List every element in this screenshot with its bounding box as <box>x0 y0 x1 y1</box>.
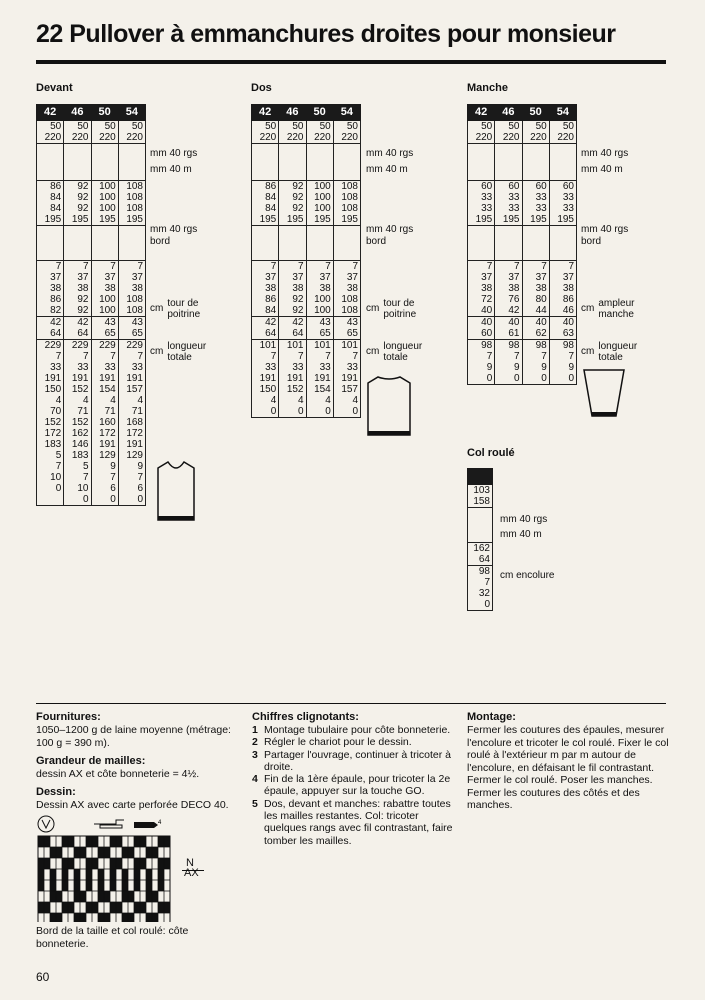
col-encolure-label: cm encolure <box>500 570 555 581</box>
montage-heading: Montage: <box>467 711 516 723</box>
value-cell: 7 37 38 80 44 <box>522 261 549 317</box>
value-cell: 108 108 108 195 <box>118 181 145 226</box>
value-cell: 92 92 92 195 <box>64 181 91 226</box>
value-cell: 7 37 38 100 100 <box>91 261 118 317</box>
value-cell: 98 7 9 0 <box>522 340 549 385</box>
value-cell: 40 62 <box>522 317 549 340</box>
size-header: 42 <box>468 105 495 121</box>
value-cell: 229 7 33 191 152 4 71 152 162 146 183 5 7 10 0 <box>64 340 91 506</box>
devant-longueur-label: cm longueur totale <box>150 341 207 363</box>
value-cell: 50 220 <box>306 121 333 144</box>
devant-rgs-label: mm 40 rgs <box>150 148 198 159</box>
empty-cell <box>522 226 549 261</box>
size-header: 54 <box>118 105 145 121</box>
page-number: 60 <box>36 970 50 984</box>
empty-cell <box>252 226 279 261</box>
step-item: 1 Montage tubulaire pour côte bonneterie. <box>252 724 451 736</box>
value-cell: 101 7 33 191 154 4 0 <box>306 340 333 418</box>
empty-cell <box>118 144 145 181</box>
value-cell: 229 7 33 191 154 4 71 160 172 191 129 9 7 6 0 <box>91 340 118 506</box>
empty-cell <box>468 226 495 261</box>
value-cell: 50 220 <box>37 121 64 144</box>
empty-cell <box>468 144 495 181</box>
value-cell: 43 65 <box>333 317 360 340</box>
empty-cell <box>306 226 333 261</box>
value-cell: 50 220 <box>91 121 118 144</box>
value-cell: 40 60 <box>468 317 495 340</box>
value-cell: 100 100 100 195 <box>91 181 118 226</box>
value-cell: 40 61 <box>495 317 522 340</box>
value-cell: 98 7 9 0 <box>549 340 576 385</box>
devant-table <box>36 104 146 506</box>
size-header: 46 <box>64 105 91 121</box>
empty-cell <box>64 144 91 181</box>
value-cell: 7 37 38 108 108 <box>333 261 360 317</box>
size-header: 50 <box>522 105 549 121</box>
value-cell: 42 64 <box>37 317 64 340</box>
empty-cell <box>549 144 576 181</box>
manche-ampleur-label: cm ampleur manche <box>581 298 635 320</box>
manche-heading: Manche <box>467 82 508 94</box>
value-cell: 50 220 <box>118 121 145 144</box>
empty-cell <box>91 226 118 261</box>
value-cell: 43 65 <box>118 317 145 340</box>
devant-tour-label: cm tour de poitrine <box>150 298 201 320</box>
manche-table <box>467 104 577 385</box>
value-cell: 86 84 84 195 <box>37 181 64 226</box>
fournitures-text: 1050–1200 g de laine moyenne (métrage: 100 g = 390 m). <box>36 724 231 749</box>
manche-longueur-label: cm longueur totale <box>581 341 638 363</box>
size-header: 42 <box>37 105 64 121</box>
value-cell: 50 220 <box>64 121 91 144</box>
empty-cell <box>252 144 279 181</box>
size-header: 46 <box>495 105 522 121</box>
devant-schematic-icon <box>156 460 196 530</box>
value-cell: 103 158 <box>468 485 493 508</box>
montage-text: Fermer les coutures des épaules, mesurer l'encolure et tricoter le col roulé. Fixer le col roulé à l'extérieur m par m autour de l'encolure, en défaisant le fil contrastant. Fermer le col roulé. Poser les manches. Fermer les coutures des côtés et des manches. <box>467 724 669 811</box>
value-cell: 42 64 <box>64 317 91 340</box>
manche-bord-label: mm 40 rgs bord <box>581 224 629 247</box>
value-cell: 98 7 9 0 <box>468 340 495 385</box>
fournitures-heading: Fournitures: <box>36 711 101 723</box>
col-table <box>467 468 493 611</box>
value-cell: 7 37 38 92 92 <box>64 261 91 317</box>
empty-cell <box>37 226 64 261</box>
value-cell: 7 37 38 86 46 <box>549 261 576 317</box>
value-cell: 42 64 <box>252 317 279 340</box>
value-cell: 43 65 <box>91 317 118 340</box>
manche-m-label: mm 40 m <box>581 164 623 175</box>
size-header: 54 <box>549 105 576 121</box>
empty-cell <box>279 144 306 181</box>
value-cell: 86 84 84 195 <box>252 181 279 226</box>
empty-cell <box>64 226 91 261</box>
dos-m-label: mm 40 m <box>366 164 408 175</box>
value-cell: 43 65 <box>306 317 333 340</box>
empty-cell <box>306 144 333 181</box>
value-cell: 7 37 38 92 92 <box>279 261 306 317</box>
col-heading: Col roulé <box>467 447 515 459</box>
step-item: 5 Dos, devant et manches: rabattre toutes les mailles restantes. Col: tricoter quelques rangs avec fil contrastant, faire tomber les mailles. <box>252 797 453 847</box>
size-header: 54 <box>333 105 360 121</box>
empty-cell <box>279 226 306 261</box>
empty-cell <box>468 508 493 543</box>
value-cell: 108 108 108 195 <box>333 181 360 226</box>
pattern-grid <box>36 834 176 922</box>
value-cell: 40 63 <box>549 317 576 340</box>
empty-cell <box>333 226 360 261</box>
col-m-label: mm 40 m <box>500 529 542 540</box>
value-cell: 7 37 38 86 84 <box>252 261 279 317</box>
value-cell: 101 7 33 191 150 4 0 <box>252 340 279 418</box>
devant-heading: Devant <box>36 82 73 94</box>
empty-cell <box>37 144 64 181</box>
manche-schematic-icon <box>582 368 626 422</box>
empty-cell <box>549 226 576 261</box>
size-header: 50 <box>306 105 333 121</box>
value-cell: 7 37 38 108 108 <box>118 261 145 317</box>
value-cell: 98 7 32 0 <box>468 566 493 611</box>
value-cell: 7 37 38 76 42 <box>495 261 522 317</box>
step-item: 2 Régler le chariot pour le dessin. <box>252 736 412 749</box>
grandeur-heading: Grandeur de mailles: <box>36 755 146 767</box>
chiffres-heading: Chiffres clignotants: <box>252 711 359 723</box>
needle-ax-label: AX <box>184 867 199 879</box>
value-cell: 100 100 100 195 <box>306 181 333 226</box>
value-cell: 50 220 <box>549 121 576 144</box>
empty-cell <box>333 144 360 181</box>
manche-rgs-label: mm 40 rgs <box>581 148 629 159</box>
value-cell: 229 7 33 191 150 4 70 152 172 183 5 7 10 0 <box>37 340 64 506</box>
empty-cell <box>118 226 145 261</box>
value-cell: 50 220 <box>279 121 306 144</box>
dos-schematic-icon <box>366 375 412 440</box>
empty-cell <box>91 144 118 181</box>
value-cell: 162 64 <box>468 543 493 566</box>
dos-longueur-label: cm longueur totale <box>366 341 423 363</box>
value-cell: 50 220 <box>333 121 360 144</box>
dos-bord-label: mm 40 rgs bord <box>366 224 414 247</box>
dos-table <box>251 104 361 418</box>
value-cell: 101 7 33 191 152 4 0 <box>279 340 306 418</box>
page-title: 22 Pullover à emmanchures droites pour monsieur <box>36 20 616 48</box>
value-cell: 60 33 33 195 <box>549 181 576 226</box>
dos-tour-label: cm tour de poitrine <box>366 298 417 320</box>
dos-heading: Dos <box>251 82 272 94</box>
section-rule <box>36 703 666 704</box>
value-cell: 229 7 33 191 157 4 71 168 172 191 129 9 7 6 0 <box>118 340 145 506</box>
value-cell: 60 33 33 195 <box>522 181 549 226</box>
needle-n-label: N <box>186 857 194 869</box>
size-header <box>468 469 493 485</box>
value-cell: 7 37 38 86 82 <box>37 261 64 317</box>
size-header: 42 <box>252 105 279 121</box>
dessin-heading: Dessin: <box>36 786 76 798</box>
dessin-caption: Bord de la taille et col roulé: côte bonneterie. <box>36 925 189 950</box>
value-cell: 50 220 <box>468 121 495 144</box>
svg-text:4: 4 <box>158 820 162 826</box>
col-rgs-label: mm 40 rgs <box>500 514 548 525</box>
chiffres-steps <box>252 724 457 847</box>
size-header: 46 <box>279 105 306 121</box>
value-cell: 7 37 38 72 40 <box>468 261 495 317</box>
empty-cell <box>522 144 549 181</box>
value-cell: 50 220 <box>252 121 279 144</box>
devant-m-label: mm 40 m <box>150 164 192 175</box>
devant-bord-label: mm 40 rgs bord <box>150 224 198 247</box>
value-cell: 50 220 <box>522 121 549 144</box>
value-cell: 42 64 <box>279 317 306 340</box>
value-cell: 60 33 33 195 <box>468 181 495 226</box>
value-cell: 7 37 38 100 100 <box>306 261 333 317</box>
value-cell: 92 92 92 195 <box>279 181 306 226</box>
grandeur-text: dessin AX et côte bonneterie = 4½. <box>36 768 200 780</box>
machine-settings-icon <box>36 814 166 834</box>
value-cell: 98 7 9 0 <box>495 340 522 385</box>
size-header: 50 <box>91 105 118 121</box>
value-cell: 60 33 33 195 <box>495 181 522 226</box>
dessin-text: Dessin AX avec carte perforée DECO 40. <box>36 799 229 811</box>
step-item: 4 Fin de la 1ère épaule, pour tricoter la 2e épaule, appuyer sur la touche GO. <box>252 773 451 798</box>
title-rule <box>36 60 666 64</box>
value-cell: 50 220 <box>495 121 522 144</box>
empty-cell <box>495 226 522 261</box>
step-item: 3 Partager l'ouvrage, continuer à tricoter à droite. <box>252 748 452 773</box>
dos-rgs-label: mm 40 rgs <box>366 148 414 159</box>
empty-cell <box>495 144 522 181</box>
value-cell: 101 7 33 191 157 4 0 <box>333 340 360 418</box>
